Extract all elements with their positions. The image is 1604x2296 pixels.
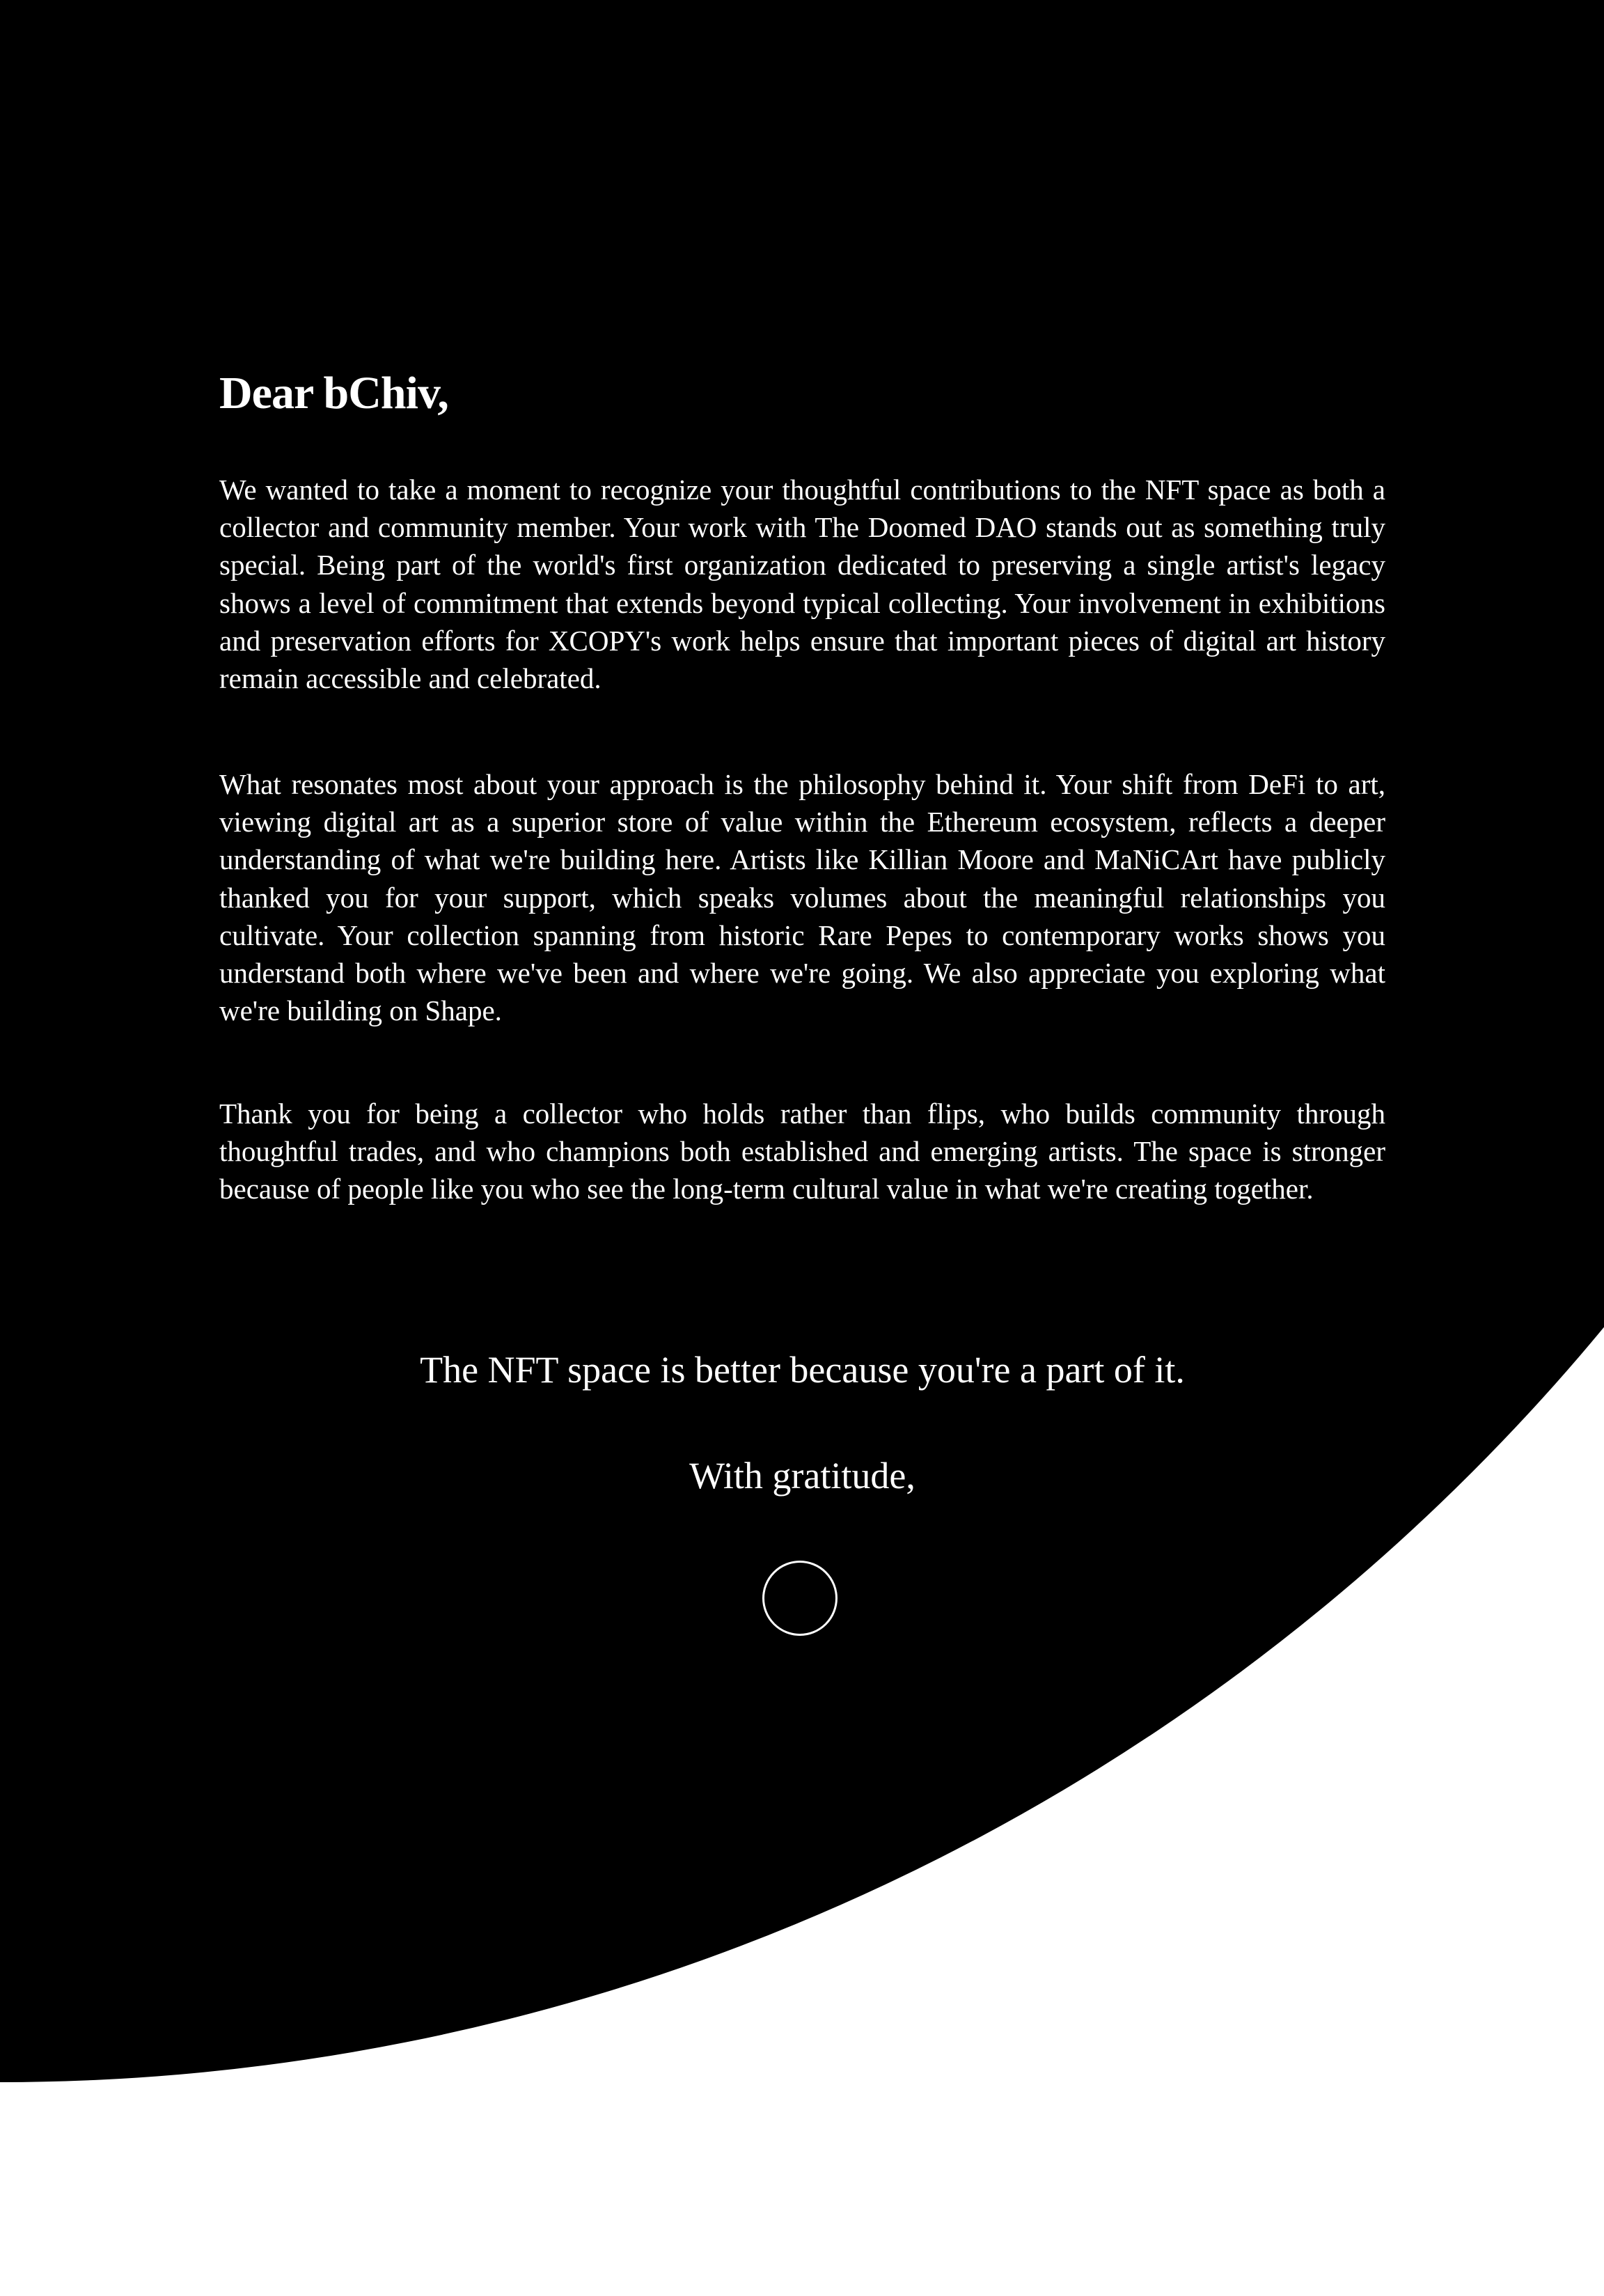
salutation: Dear bChiv, bbox=[219, 368, 448, 419]
closing-tagline: The NFT space is better because you're a part of it. bbox=[420, 1349, 1185, 1391]
letter-paragraph-3: Thank you for being a collector who holds rather than flips, who builds community through thoughtful trades, and who champions both established and emerging artists. The space is stronger because of people like you who see the long-term cultural value in what we're creating together. bbox=[219, 1098, 1385, 1205]
signoff: With gratitude, bbox=[689, 1455, 915, 1497]
letter-paragraph-1: We wanted to take a moment to recognize your thoughtful contributions to the NFT space as both a collector and community member. Your work with The Doomed DAO stands out as something truly special. Being part of the world's first organization dedicated to preserving a single artist's legacy shows a level of commitment that extends beyond typical collecting. Your involvement in exhibitions and preservation efforts for XCOPY's work helps ensure that important pieces of digital art history remain accessible and celebrated. bbox=[219, 474, 1385, 695]
circle-signature-icon bbox=[762, 1561, 838, 1636]
letter-paragraph-2: What resonates most about your approach is the philosophy behind it. Your shift from DeFi to art, viewing digital art as a superior store of value within the Ethereum ecosystem, reflects a deeper understanding of what we're building here. Artists like Killian Moore and MaNiCArt have publicly thanked you for your support, which speaks volumes about the meaningful relationships you cultivate. Your collection spanning from historic Rare Pepes to contemporary works shows you understand both where we've been and where we're going. We also appreciate you exploring what we're building on Shape. bbox=[219, 768, 1385, 1027]
